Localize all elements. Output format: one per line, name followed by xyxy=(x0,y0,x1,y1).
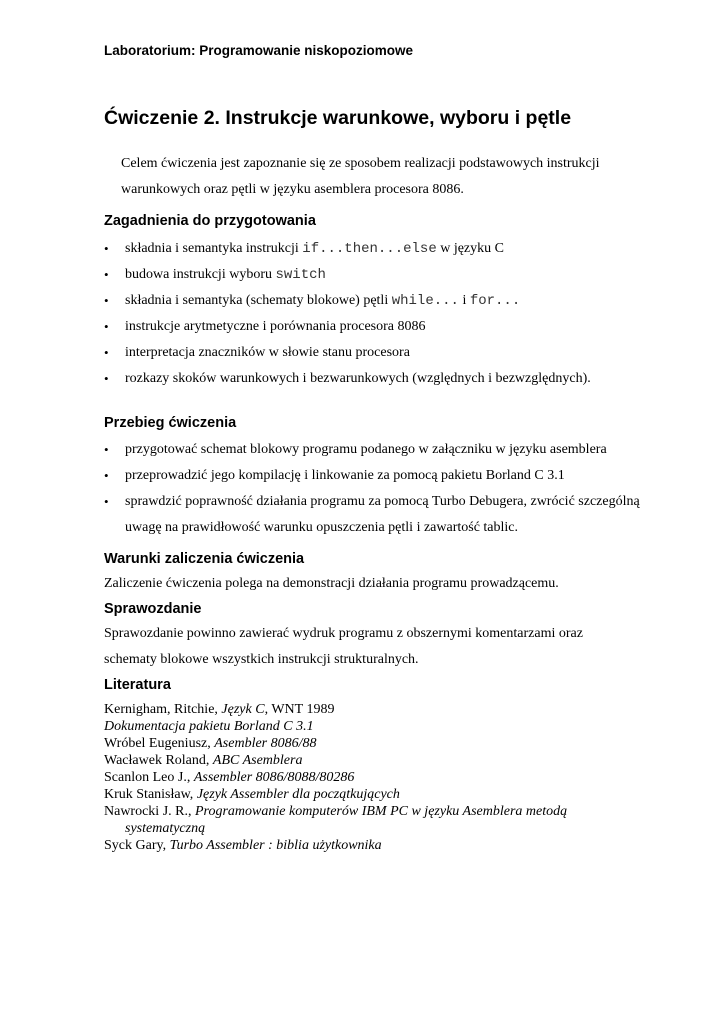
list-item xyxy=(104,236,591,262)
section-heading-przebieg: Przebieg ćwiczenia xyxy=(104,415,237,431)
bullet-icon: • xyxy=(104,241,109,256)
bullet-icon: • xyxy=(104,371,109,386)
item-text: rozkazy skoków warunkowych i bezwarunkowych (względnych i bezwzględnych). xyxy=(125,371,591,386)
list-item xyxy=(104,366,591,392)
page-header: Laboratorium: Programowanie niskopoziomowe xyxy=(104,43,414,58)
code-snippet: for... xyxy=(469,293,521,309)
bibliography-entry: Nawrocki J. R., Programowanie komputerów IBM PC w języku Asemblera metodą xyxy=(104,804,568,819)
list-item xyxy=(104,314,591,340)
item-text: w języku C xyxy=(436,241,504,256)
bullet-icon: • xyxy=(104,319,109,334)
section-heading-zagadnienia: Zagadnienia do przygotowania xyxy=(104,213,316,229)
bullet-icon: • xyxy=(104,267,109,282)
bibliography-entry-continuation: systematyczną xyxy=(125,821,206,836)
bullet-icon: • xyxy=(104,442,109,457)
item-text: i xyxy=(458,293,470,308)
item-text: składnia i semantyka (schematy blokowe) pętli xyxy=(125,293,392,308)
item-text: sprawdzić poprawność działania programu za pomocą Turbo Debugera, zwrócić szczególną uwagę na prawidłowość warunku opuszczenia pętli i zawartość tablic. xyxy=(125,494,640,535)
page-title: Ćwiczenie 2. Instrukcje warunkowe, wyboru i pętle xyxy=(104,107,572,129)
code-snippet: switch xyxy=(275,267,326,283)
code-snippet: while... xyxy=(391,293,459,309)
item-text: budowa instrukcji wyboru xyxy=(125,267,276,282)
bibliography-entry: Syck Gary, Turbo Assembler : biblia użytkownika xyxy=(104,838,382,853)
section-heading-sprawozdanie: Sprawozdanie xyxy=(104,601,202,617)
item-text: składnia i semantyka instrukcji xyxy=(125,241,303,256)
section-heading-literatura: Literatura xyxy=(104,677,171,693)
zagadnienia-list xyxy=(104,236,591,392)
intro-paragraph: Celem ćwiczenia jest zapoznanie się ze sposobem realizacji podstawowych instrukcji warunkowych oraz pętli w języku asemblera procesora 8086. xyxy=(121,156,600,197)
item-text: przeprowadzić jego kompilację i linkowanie za pomocą pakietu Borland C 3.1 xyxy=(125,468,565,483)
item-text: interpretacja znaczników w słowie stanu procesora xyxy=(125,345,410,360)
warunki-paragraph: Zaliczenie ćwiczenia polega na demonstracji działania programu prowadzącemu. xyxy=(104,576,559,591)
list-item xyxy=(104,288,591,314)
list-item xyxy=(104,262,591,288)
bibliography-entry: Wacławek Roland, ABC Asemblera xyxy=(104,753,303,768)
bullet-icon: • xyxy=(104,345,109,360)
bullet-icon: • xyxy=(104,494,109,509)
item-text: instrukcje arytmetyczne i porównania procesora 8086 xyxy=(125,319,426,334)
bullet-icon: • xyxy=(104,293,109,308)
bibliography-entry: Dokumentacja pakietu Borland C 3.1 xyxy=(104,719,314,734)
list-item xyxy=(104,489,644,541)
sprawozdanie-paragraph: Sprawozdanie powinno zawierać wydruk programu z obszernymi komentarzami oraz schematy blokowe wszystkich instrukcji strukturalnych. xyxy=(104,626,583,667)
bibliography-entry: Kruk Stanisław, Język Assembler dla początkujących xyxy=(104,787,400,802)
list-item xyxy=(104,437,644,463)
przebieg-list xyxy=(104,437,644,541)
list-item xyxy=(104,463,644,489)
bibliography-entry: Wróbel Eugeniusz, Asembler 8086/88 xyxy=(104,736,317,751)
list-item xyxy=(104,340,591,366)
bibliography-entry: Scanlon Leo J., Assembler 8086/8088/80286 xyxy=(104,770,355,785)
bullet-icon: • xyxy=(104,468,109,483)
item-text: przygotować schemat blokowy programu podanego w załączniku w języku asemblera xyxy=(125,442,607,457)
section-heading-warunki: Warunki zaliczenia ćwiczenia xyxy=(104,551,305,567)
code-snippet: if...then...else xyxy=(302,241,437,257)
bibliography-list xyxy=(104,701,624,854)
bibliography-entry: Kernigham, Ritchie, Język C, WNT 1989 xyxy=(104,702,335,717)
